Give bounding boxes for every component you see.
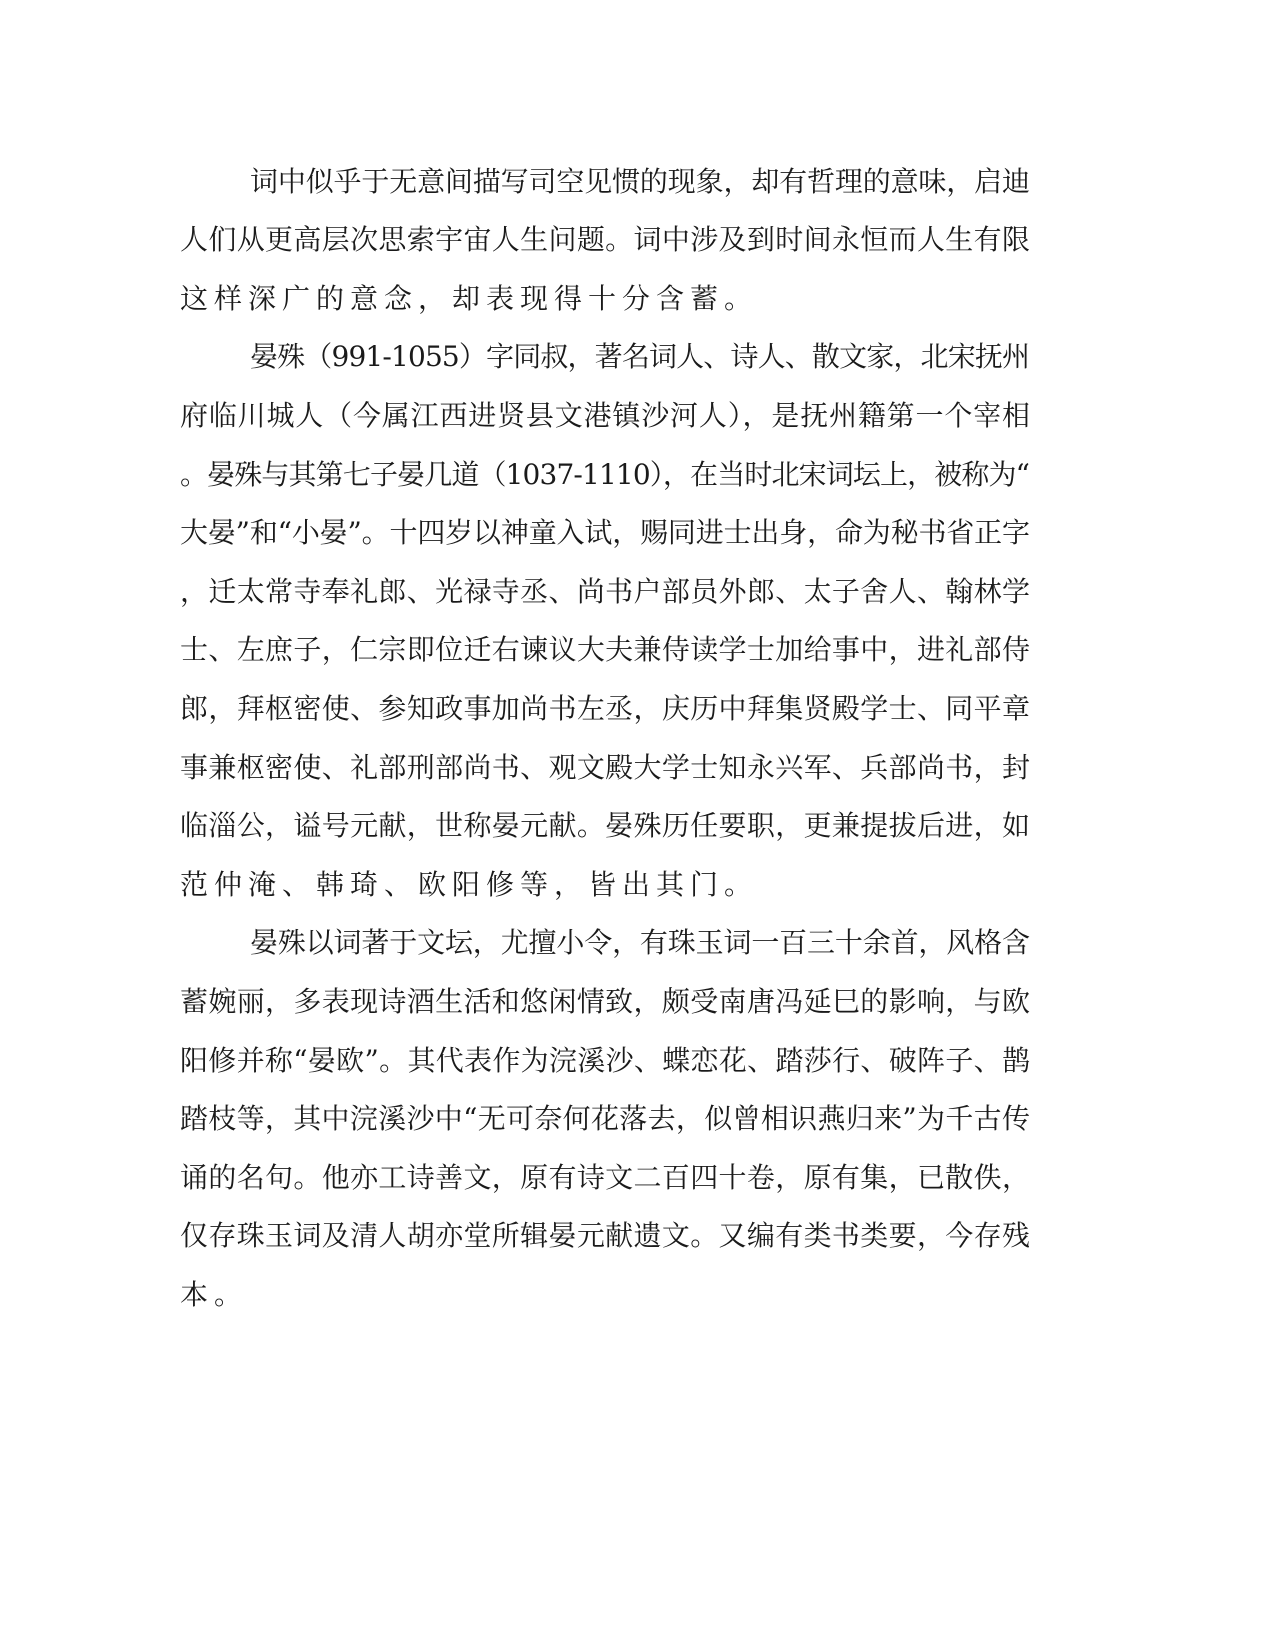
line-text: 阳修并称“晏欧”。其代表作为浣溪沙、蝶恋花、踏莎行、破阵子、鹊 [180,1044,1031,1077]
line-text: 士、左庶子，仁宗即位迁右谏议大夫兼侍读学士加给事中，进礼部侍 [180,633,1031,666]
text-line [0,572,1275,612]
text-line [0,337,1275,377]
line-text: 仅存珠玉词及清人胡亦堂所辑晏元献遗文。又编有类书类要，今存残 [180,1219,1031,1252]
line-text: 人们从更高层次思索宇宙人生问题。词中涉及到时间永恒而人生有限 [180,223,1031,256]
text-line [0,748,1275,788]
line-text: 晏殊以词著于文坛，尤擅小令，有珠玉词一百三十余首，风格含 [250,926,1030,959]
text-line [0,982,1275,1022]
line-text: 。晏殊与其第七子晏几道（1037-1110），在当时北宋词坛上，被称为“ [180,458,1030,491]
text-line [0,630,1275,670]
line-text: 蓄婉丽，多表现诗酒生活和悠闲情致，颇受南唐冯延巳的影响，与欧 [180,985,1031,1018]
text-line [0,1099,1275,1139]
text-line [0,1275,1275,1315]
line-text: 临淄公，谥号元献，世称晏元献。晏殊历任要职，更兼提拔后进，如 [180,809,1031,842]
line-text: 范仲淹、韩琦、欧阳修等，皆出其门。 [180,868,759,901]
line-text: 词中似乎于无意间描写司空见惯的现象，却有哲理的意味，启迪 [250,165,1030,198]
line-text: 本。 [180,1278,249,1311]
line-text: 事兼枢密使、礼部刑部尚书、观文殿大学士知永兴军、兵部尚书，封 [180,751,1031,784]
text-line [0,806,1275,846]
text-line [0,279,1275,319]
text-line [0,1158,1275,1198]
text-line [0,162,1275,202]
text-line [0,1041,1275,1081]
line-text: ，迁太常寺奉礼郎、光禄寺丞、尚书户部员外郎、太子舍人、翰林学 [180,575,1031,608]
text-line [0,923,1275,963]
text-line [0,513,1275,553]
line-text: 大晏”和“小晏”。十四岁以神童入试，赐同进士出身，命为秘书省正字 [180,516,1030,549]
text-line [0,220,1275,260]
line-text: 踏枝等，其中浣溪沙中“无可奈何花落去，似曾相识燕归来”为千古传 [180,1102,1031,1135]
text-line [0,396,1275,436]
text-line [0,1216,1275,1256]
text-line [0,865,1275,905]
text-line [0,455,1275,495]
line-text: 晏殊（991-1055）字同叔，著名词人、诗人、散文家，北宋抚州 [250,340,1030,373]
line-text: 诵的名句。他亦工诗善文，原有诗文二百四十卷，原有集，已散佚， [180,1161,1031,1194]
text-line [0,689,1275,729]
line-text: 府临川城人（今属江西进贤县文港镇沙河人），是抚州籍第一个宰相 [180,399,1031,432]
line-text: 郎，拜枢密使、参知政事加尚书左丞，庆历中拜集贤殿学士、同平章 [180,692,1031,725]
line-text: 这样深广的意念，却表现得十分含蓄。 [180,282,759,315]
